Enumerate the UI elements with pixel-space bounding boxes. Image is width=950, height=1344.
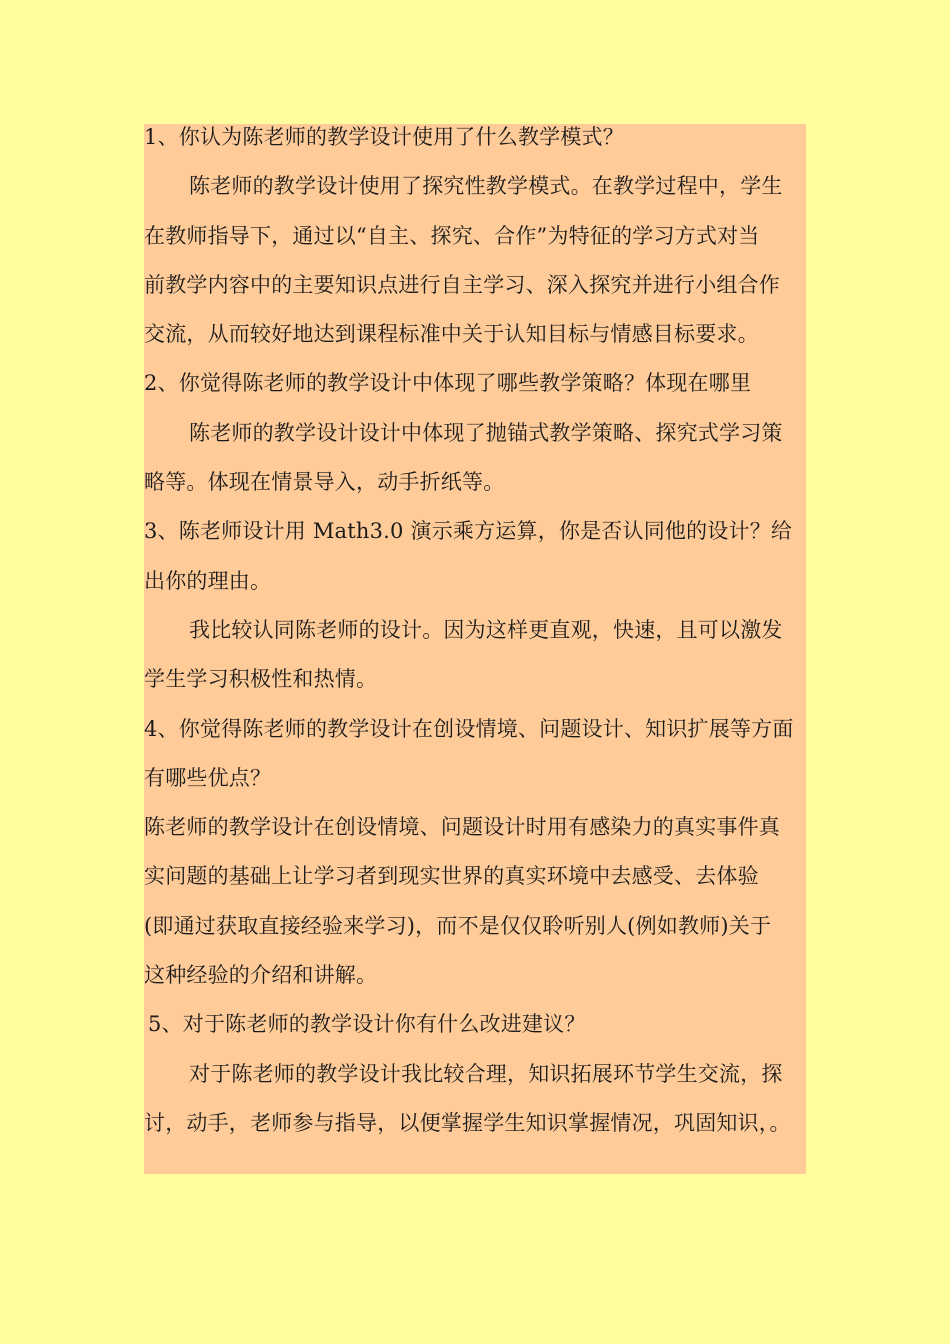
question-1: 1、你认为陈老师的教学设计使用了什么教学模式？ (144, 125, 624, 149)
answer-3-line-2: 学生学习积极性和热情。 (144, 667, 378, 692)
question-5: 5、对于陈老师的教学设计你有什么改进建议？ (148, 1012, 586, 1037)
question-2: 2、你觉得陈老师的教学设计中体现了哪些教学策略？体现在哪里 (144, 371, 752, 396)
answer-3-line-1: 我比较认同陈老师的设计。因为这样更直观，快速，且可以激发 (189, 617, 783, 642)
answer-1-line-4: 交流，从而较好地达到课程标准中关于认知目标与情感目标要求。 (144, 322, 759, 347)
question-3-line-1: 3、陈老师设计用 Math3.0 演示乘方运算，你是否认同他的设计？给 (144, 519, 793, 544)
question-3-line-2: 出你的理由。 (144, 568, 272, 593)
answer-4-line-4: 这种经验的介绍和讲解。 (144, 963, 378, 988)
answer-1-line-3: 前教学内容中的主要知识点进行自主学习、深入探究并进行小组合作 (144, 272, 780, 297)
answer-4-line-2: 实问题的基础上让学习者到现实世界的真实环境中去感受、去体验 (144, 864, 759, 889)
answer-5-line-1: 对于陈老师的教学设计我比较合理，知识拓展环节学生交流，探 (189, 1061, 783, 1086)
answer-4-line-3: (即通过获取直接经验来学习)，而不是仅仅聆听别人(例如教师)关于 (144, 913, 772, 938)
answer-1-line-1: 陈老师的教学设计使用了探究性教学模式。在教学过程中，学生 (189, 174, 783, 199)
answer-1-line-2: 在教师指导下，通过以“自主、探究、合作”为特征的学习方式对当 (144, 223, 760, 248)
question-4-line-2: 有哪些优点？ (144, 765, 272, 790)
answer-2-line-2: 略等。体现在情景导入，动手折纸等。 (144, 470, 505, 495)
question-4-line-1: 4、你觉得陈老师的教学设计在创设情境、问题设计、知识扩展等方面 (144, 716, 794, 741)
answer-2-line-1: 陈老师的教学设计设计中体现了抛锚式教学策略、探究式学习策 (189, 420, 783, 445)
document-body (144, 124, 806, 1159)
answer-5-line-2: 讨，动手，老师参与指导，以便掌握学生知识掌握情况，巩固知识，。 (144, 1110, 791, 1135)
answer-4-line-1: 陈老师的教学设计在创设情境、问题设计时用有感染力的真实事件真 (144, 815, 780, 840)
